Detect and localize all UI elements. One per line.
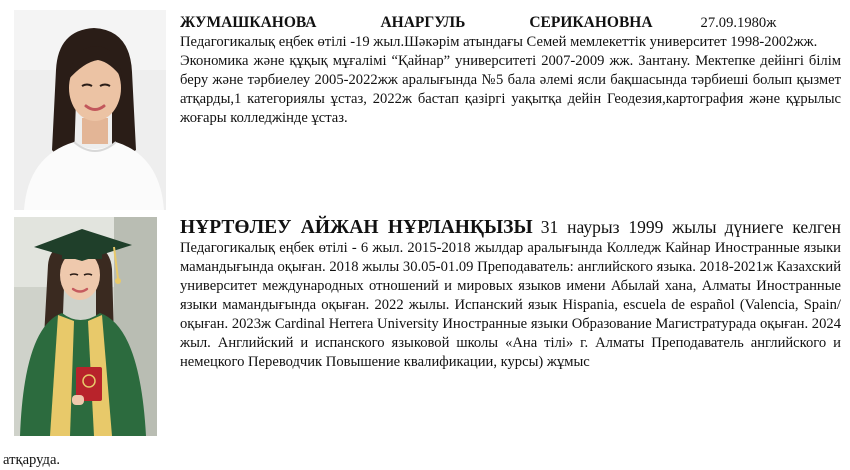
person-1-bio-line-2: Экономика және құқық мұғалімі “Қайнар” университеті 2007-2009 жж. Зантану. Мектепке дейінгі білім беру және тәрбиелеу 2005-2022жж аралығында №5 бала әлемі ясли бақшасында тәрбиеші болып қызмет атқарды,1 категориялы ұстаз, 2022ж бастап қазіргі уақытқа дейін Геодезия,картография және құрылыс жоғары колледжінде ұстаз. [180,53,841,126]
bio-2-text [180,218,841,372]
person-1-patronymic: СЕРИКАНОВНА [529,14,653,31]
person-1-bio-line-1: Педагогикалық еңбек өтілі -19 жыл.Шәкәрім атындағы Семей мемлекеттік университет 1998-2002жж. [180,34,818,50]
person-1-birth-date: 27.09.1980ж [700,15,777,31]
person-2-bio: Педагогикалық еңбек өтілі - 6 жыл. 2015-2018 жылдар аралығында Колледж Кайнар Иностранные языки мамандығында оқыған. 2018 жылы 30.05-01.09 Преподаватель: английского языка. 2018-2021ж Казахский университет международных отношений и мировых языков имени Абылай хана, Алматы Иностранные языки мамандығында оқыған. 2022 жылы. Испанский язык Hispania, escuela de español (Valencia, Spain/ оқыған. 2023ж Cardinal Herrera University Иностранные языки Образование Магистратурада оқыған. 2024 жыл. Английский и испанского языковой школы «Ана тілі» г. Алматы Преподаватель английского и немецкого Переводчик Повышение квалификации, курсы) жұмыс [180,240,841,370]
bio-block-2 [180,218,841,372]
person-1-surname: ЖУМАШКАНОВА [180,14,317,31]
person-2-birth-phrase-a: 31 наурыз 1999 жылы [540,217,717,237]
bio-1-heading [180,13,841,33]
person-2-bio-tail: атқаруда. [3,452,61,468]
person-2-birth-phrase-b: дүниеге келген [724,217,842,237]
graduate-portrait-icon [14,217,157,436]
portrait-photo-1 [14,10,166,210]
person-2-name: НҰРТӨЛЕУ АЙЖАН НҰРЛАНҚЫЗЫ [180,217,533,238]
portrait-woman-icon [14,10,166,210]
bio-block-1 [180,13,841,128]
portrait-photo-2 [14,217,157,436]
person-1-first-name: АНАРГУЛЬ [380,14,466,31]
